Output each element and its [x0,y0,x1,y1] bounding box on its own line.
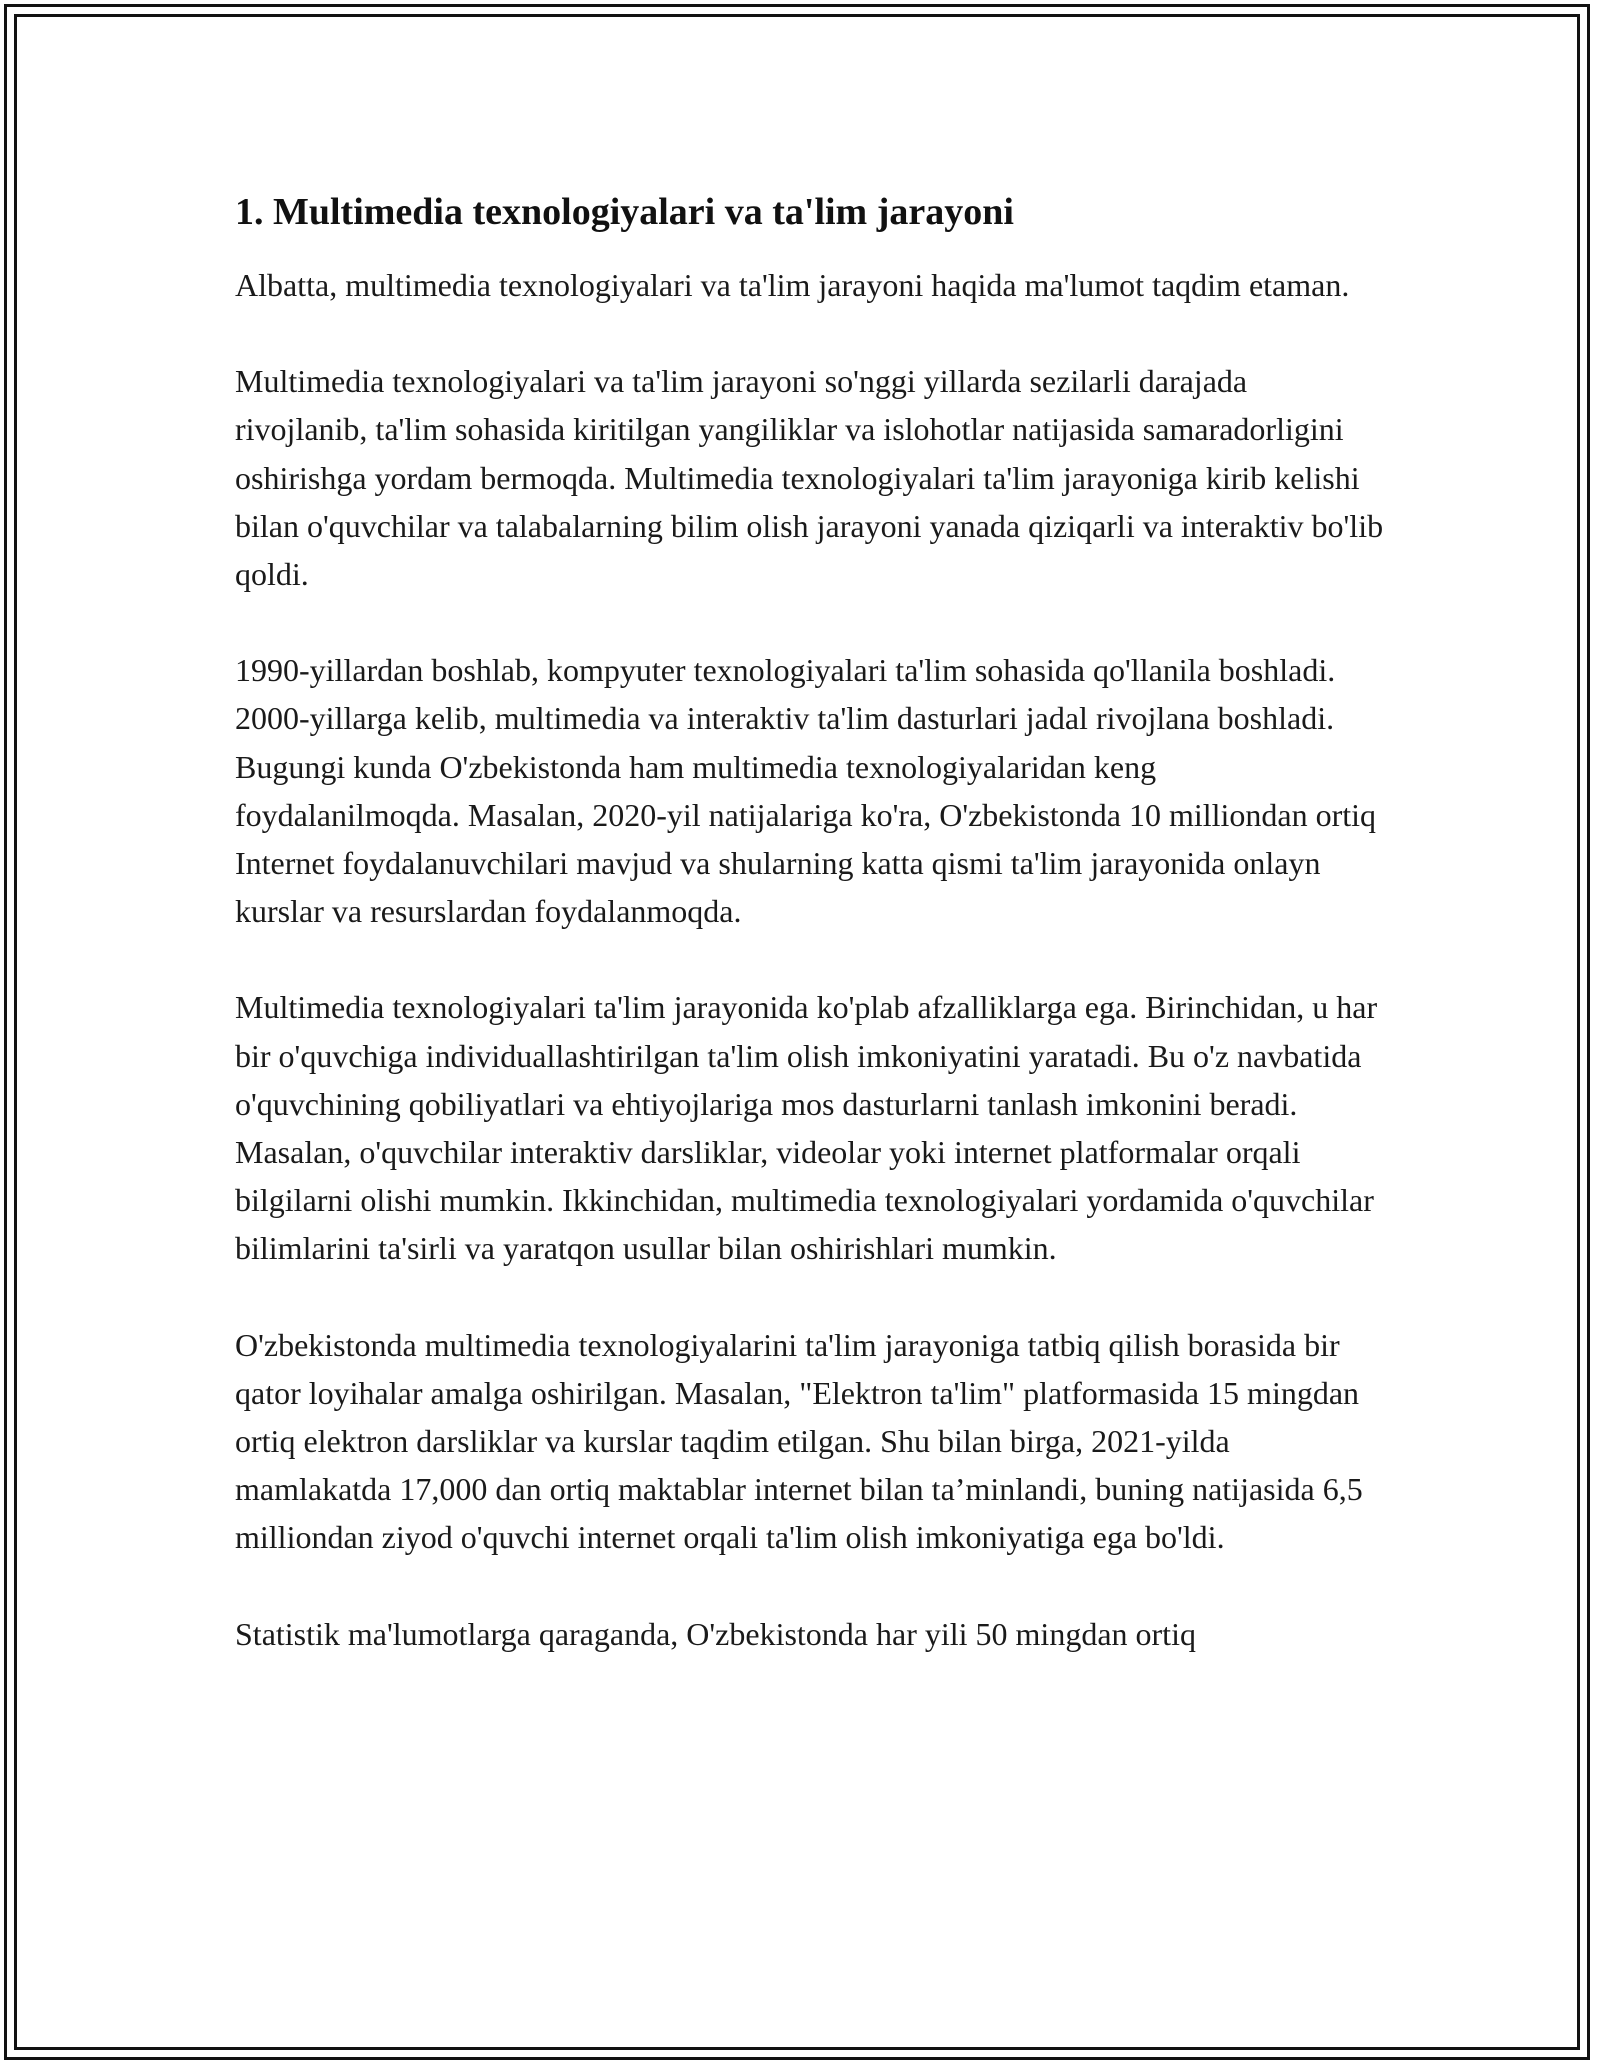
paragraph-advantages: Multimedia texnologiyalari ta'lim jarayonida ko'plab afzalliklarga ega. Birinchidan, u har bir o'quvchiga individuallashtirilgan ta'lim olish imkoniyatini yaratadi. Bu o'z navbatida o'quvchining qobiliyatlari va ehtiyojlariga mos dasturlarni tanlash imkonini beradi. Masalan, o'quvchilar interaktiv darsliklar, videolar yoki internet platformalar orqali bilgilarni olishi mumkin. Ikkinchidan, multimedia texnologiyalari yordamida o'quvchilar bilimlarini ta'sirli va yaratqon usullar bilan oshirishlari mumkin. [235,989,1378,1267]
document-body [235,188,1385,1706]
paragraph-development: Multimedia texnologiyalari va ta'lim jarayoni so'nggi yillarda sezilarli darajada rivojlanib, ta'lim sohasida kiritilgan yangiliklar va islohotlar natijasida samaradorligini oshirishga yordam bermoqda. Multimedia texnologiyalari ta'lim jarayoniga kirib kelishi bilan o'quvchilar va talabalarning bilim olish jarayoni yanada qiziqarli va interaktiv bo'lib qoldi. [235,363,1384,593]
paragraph-intro: Albatta, multimedia texnologiyalari va ta'lim jarayoni haqida ma'lumot taqdim etaman. [235,267,1350,303]
paragraph-statistics: Statistik ma'lumotlarga qaraganda, O'zbekistonda har yili 50 mingdan ortiq [235,1615,1196,1652]
section-heading: 1. Multimedia texnologiyalari va ta'lim jarayoni [235,191,1014,233]
paragraph-projects: O'zbekistonda multimedia texnologiyalarini ta'lim jarayoniga tatbiq qilish borasida bir qator loyihalar amalga oshirilgan. Masalan, "Elektron ta'lim" platformasida 15 mingdan ortiq elektron darsliklar va kurslar taqdim etilgan. Shu bilan birga, 2021-yilda mamlakatda 17,000 dan ortiq maktablar internet bilan ta’minlandi, buning natijasida 6,5 milliondan ziyod o'quvchi internet orqali ta'lim olish imkoniyatiga ega bo'ldi. [235,1326,1363,1556]
paragraph-history: 1990-yillardan boshlab, kompyuter texnologiyalari ta'lim sohasida qo'llanila boshladi. 2000-yillarga kelib, multimedia va interaktiv ta'lim dasturlari jadal rivojlana boshladi. Bugungi kunda O'zbekistonda ham multimedia texnologiyalaridan keng foydalanilmoqda. Masalan, 2020-yil natijalariga ko'ra, O'zbekistonda 10 milliondan ortiq Internet foydalanuvchilari mavjud va shularning katta qismi ta'lim jarayonida onlayn kurslar va resurslardan foydalanmoqda. [235,652,1377,930]
